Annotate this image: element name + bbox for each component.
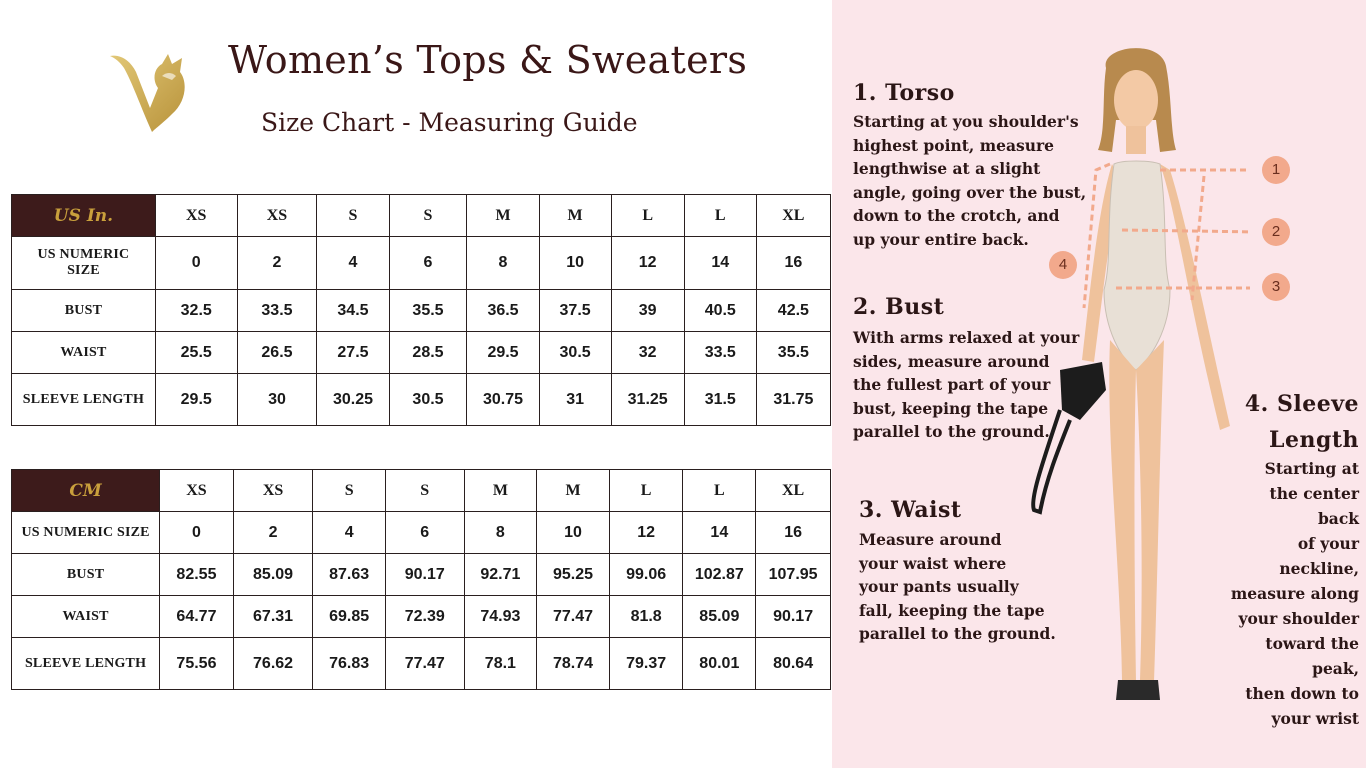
- text-line: toward the: [1265, 634, 1359, 653]
- text-line: Starting at: [1264, 459, 1359, 478]
- table-cell: 10: [537, 512, 610, 554]
- row-label: WAIST: [12, 596, 160, 638]
- table-cell: 95.25: [537, 554, 610, 596]
- page-title: Women’s Tops & Sweaters: [228, 38, 748, 82]
- table-cell: 36.5: [467, 290, 539, 332]
- text-line: your waist where: [859, 553, 1007, 573]
- text-line: down to the crotch, and: [853, 206, 1060, 225]
- table-cell: 85.09: [233, 554, 313, 596]
- table-cell: 6: [389, 237, 467, 290]
- text-line: up your entire back.: [853, 229, 1029, 249]
- table-cell: 8: [464, 512, 537, 554]
- table-cell: 6: [385, 512, 464, 554]
- marker-4: 4: [1049, 251, 1077, 279]
- size-header-row: [12, 195, 831, 237]
- table-cell: 31: [539, 374, 611, 426]
- text-line: your shoulder: [1238, 609, 1359, 628]
- cm-size-table: [11, 469, 831, 690]
- table-cell: 37.5: [539, 290, 611, 332]
- row-label: SLEEVE LENGTH: [12, 638, 160, 690]
- text-line: lengthwise at a slight: [853, 159, 1041, 178]
- table-cell: 76.83: [313, 638, 386, 690]
- sleeve-heading: [1245, 386, 1359, 458]
- table-cell: 74.93: [464, 596, 537, 638]
- waist-heading: 3. Waist: [859, 497, 962, 523]
- table-cell: 33.5: [237, 290, 317, 332]
- table-cell: 4: [317, 237, 389, 290]
- text-line: fall, keeping the tape: [859, 600, 1045, 620]
- table-cell: 42.5: [756, 290, 830, 332]
- table-cell: 29.5: [467, 332, 539, 374]
- table-cell: 29.5: [155, 374, 237, 426]
- table-row: [12, 237, 831, 290]
- table-cell: 78.74: [537, 638, 610, 690]
- table-cell: 72.39: [385, 596, 464, 638]
- size-header: S: [313, 470, 386, 512]
- bust-heading: 2. Bust: [853, 294, 945, 320]
- table-cell: 31.25: [611, 374, 684, 426]
- text-line: highest point, measure: [853, 135, 1055, 155]
- table-cell: 4: [313, 512, 386, 554]
- size-header: XL: [756, 470, 831, 512]
- table-row: [12, 512, 831, 554]
- table-cell: 107.95: [756, 554, 831, 596]
- table-cell: 10: [539, 237, 611, 290]
- row-label: US NUMERIC SIZE: [12, 237, 156, 290]
- table-cell: 90.17: [756, 596, 831, 638]
- table-cell: 30.5: [389, 374, 467, 426]
- text-line: neckline,: [1279, 559, 1359, 578]
- marker-2: 2: [1262, 218, 1290, 246]
- table-cell: 31.75: [756, 374, 830, 426]
- text-line: your pants usually: [859, 577, 1019, 596]
- table-cell: 34.5: [317, 290, 389, 332]
- table-cell: 99.06: [609, 554, 683, 596]
- row-label: SLEEVE LENGTH: [12, 374, 156, 426]
- size-header: M: [467, 195, 539, 237]
- bust-description: [853, 326, 1093, 444]
- table-cell: 27.5: [317, 332, 389, 374]
- table-cell: 64.77: [160, 596, 234, 638]
- table-row: [12, 290, 831, 332]
- table-cell: 77.47: [385, 638, 464, 690]
- text-line: measure along: [1230, 584, 1359, 603]
- table-row: [12, 596, 831, 638]
- table-cell: 2: [237, 237, 317, 290]
- table-cell: 16: [756, 512, 831, 554]
- row-label: BUST: [12, 290, 156, 332]
- size-header: L: [611, 195, 684, 237]
- text-line: parallel to the ground.: [853, 422, 1050, 441]
- text-line: the fullest part of your: [853, 375, 1051, 394]
- table-row: [12, 638, 831, 690]
- table-cell: 90.17: [385, 554, 464, 596]
- table-cell: 16: [756, 237, 830, 290]
- table-cell: 85.09: [683, 596, 756, 638]
- table-cell: 30.25: [317, 374, 389, 426]
- text-line: back: [1317, 509, 1359, 528]
- table-cell: 33.5: [684, 332, 756, 374]
- table-cell: 67.31: [233, 596, 313, 638]
- torso-heading: 1. Torso: [853, 80, 955, 106]
- size-header: M: [539, 195, 611, 237]
- table-cell: 32: [611, 332, 684, 374]
- size-header: M: [537, 470, 610, 512]
- table-row: [12, 332, 831, 374]
- size-header: S: [317, 195, 389, 237]
- row-label: WAIST: [12, 332, 156, 374]
- table-cell: 77.47: [537, 596, 610, 638]
- table-cell: 40.5: [684, 290, 756, 332]
- table-cell: 76.62: [233, 638, 313, 690]
- text-line: parallel to the ground.: [859, 624, 1056, 643]
- sleeve-description: [1219, 456, 1359, 731]
- fox-v-logo-icon: [106, 50, 192, 134]
- size-header: M: [464, 470, 537, 512]
- table-cell: 12: [611, 237, 684, 290]
- text-line: Starting at you shoulder's: [853, 112, 1079, 131]
- size-header: XS: [237, 195, 317, 237]
- table-cell: 82.55: [160, 554, 234, 596]
- table-cell: 30.75: [467, 374, 539, 426]
- size-header: L: [684, 195, 756, 237]
- table-cell: 102.87: [683, 554, 756, 596]
- table-cell: 35.5: [756, 332, 830, 374]
- size-header: XS: [160, 470, 234, 512]
- size-header: XS: [233, 470, 313, 512]
- size-header: S: [389, 195, 467, 237]
- marker-3: 3: [1262, 273, 1290, 301]
- text-line: your wrist: [1271, 709, 1359, 728]
- table-cell: 28.5: [389, 332, 467, 374]
- text-line: of your: [1297, 534, 1359, 553]
- table-cell: 78.1: [464, 638, 537, 690]
- table-cell: 31.5: [684, 374, 756, 426]
- table-row: [12, 374, 831, 426]
- table-row: [12, 554, 831, 596]
- table-cell: 39: [611, 290, 684, 332]
- torso-description: [853, 110, 1113, 251]
- size-header-row: [12, 470, 831, 512]
- table-cell: 87.63: [313, 554, 386, 596]
- text-line: then down to: [1245, 684, 1359, 703]
- waist-description: [859, 528, 1079, 646]
- text-line: peak,: [1312, 659, 1359, 678]
- table-cell: 26.5: [237, 332, 317, 374]
- text-line: sides, measure around: [853, 351, 1050, 371]
- table-cell: 14: [683, 512, 756, 554]
- table-cell: 80.01: [683, 638, 756, 690]
- heading-line: 4. Sleeve: [1244, 391, 1359, 417]
- size-header: XS: [155, 195, 237, 237]
- table-cell: 8: [467, 237, 539, 290]
- size-header: S: [385, 470, 464, 512]
- table-cell: 35.5: [389, 290, 467, 332]
- size-header: XL: [756, 195, 830, 237]
- size-header: L: [683, 470, 756, 512]
- table-cell: 79.37: [609, 638, 683, 690]
- row-label: US NUMERIC SIZE: [12, 512, 160, 554]
- marker-1: 1: [1262, 156, 1290, 184]
- table-cell: 92.71: [464, 554, 537, 596]
- table-cell: 30: [237, 374, 317, 426]
- text-line: the center: [1269, 484, 1359, 503]
- table-cell: 32.5: [155, 290, 237, 332]
- text-line: Measure around: [859, 530, 1002, 549]
- table-cell: 0: [155, 237, 237, 290]
- table-cell: 12: [609, 512, 683, 554]
- text-line: angle, going over the bust,: [853, 182, 1087, 202]
- row-label: BUST: [12, 554, 160, 596]
- table-cell: 14: [684, 237, 756, 290]
- text-line: With arms relaxed at your: [853, 328, 1080, 347]
- table-cell: 0: [160, 512, 234, 554]
- table-cell: 30.5: [539, 332, 611, 374]
- unit-label: CM: [12, 470, 160, 512]
- table-cell: 69.85: [313, 596, 386, 638]
- inches-size-table: [11, 194, 831, 426]
- heading-line: Length: [1268, 427, 1359, 453]
- text-line: bust, keeping the tape: [853, 398, 1049, 418]
- table-cell: 75.56: [160, 638, 234, 690]
- page-subtitle: Size Chart - Measuring Guide: [261, 108, 638, 137]
- table-cell: 80.64: [756, 638, 831, 690]
- table-cell: 25.5: [155, 332, 237, 374]
- unit-label: US In.: [12, 195, 156, 237]
- size-header: L: [609, 470, 683, 512]
- table-cell: 81.8: [609, 596, 683, 638]
- table-cell: 2: [233, 512, 313, 554]
